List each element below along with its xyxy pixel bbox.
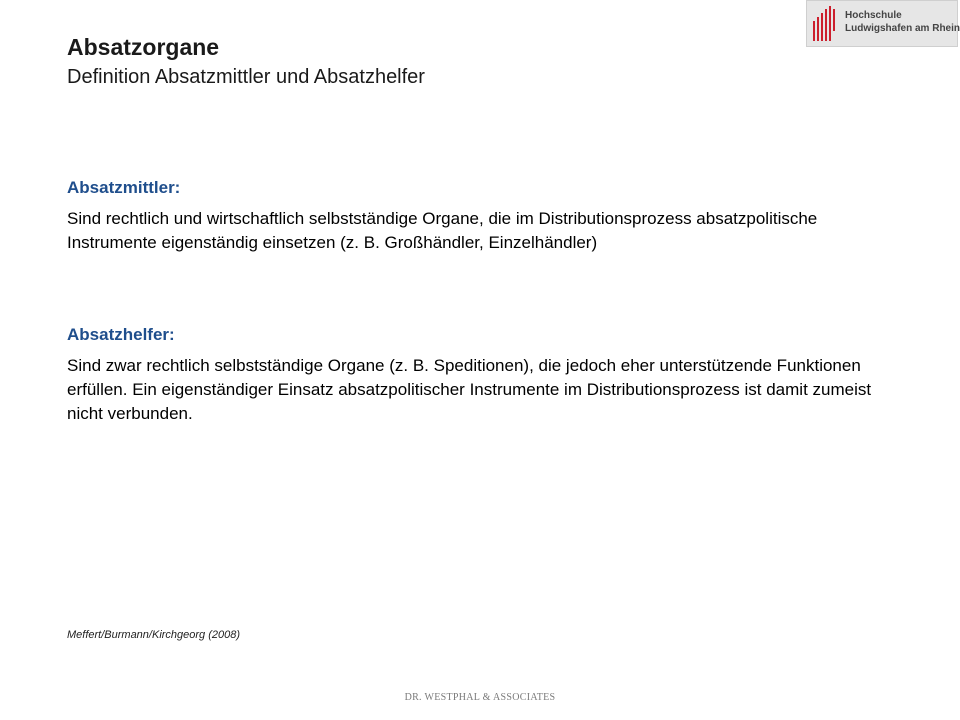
- logo-line-1: Hochschule: [845, 10, 902, 21]
- section-absatzmittler: [67, 177, 907, 255]
- logo-text: [845, 9, 960, 35]
- section-heading: Absatzhelfer:: [67, 325, 175, 344]
- section-body: Sind rechtlich und wirtschaftlich selbstständige Organe, die im Distributionsprozess absatzpolitische Instrumente eigenständig einsetzen (z. B. Großhändler, Einzelhändler): [67, 209, 818, 252]
- footer-text: DR. WESTPHAL & ASSOCIATES: [404, 692, 556, 703]
- slide-title: Absatzorgane: [67, 34, 220, 60]
- section-body: Sind zwar rechtlich selbstständige Organe (z. B. Speditionen), die jedoch eher unterstützende Funktionen erfüllen. Ein eigenständiger Einsatz absatzpolitischer Instrumente im Distributionsprozess ist damit zumeist nicht verbunden.: [67, 356, 872, 423]
- source-citation: Meffert/Burmann/Kirchgeorg (2008): [67, 629, 241, 641]
- section-absatzhelfer: [67, 324, 907, 426]
- logo-bars-icon: [813, 5, 839, 43]
- section-heading: Absatzmittler:: [67, 178, 181, 197]
- slide-subtitle: Definition Absatzmittler und Absatzhelfer: [67, 66, 425, 88]
- university-logo: [806, 0, 958, 47]
- logo-line-2: Ludwigshafen am Rhein: [845, 23, 960, 34]
